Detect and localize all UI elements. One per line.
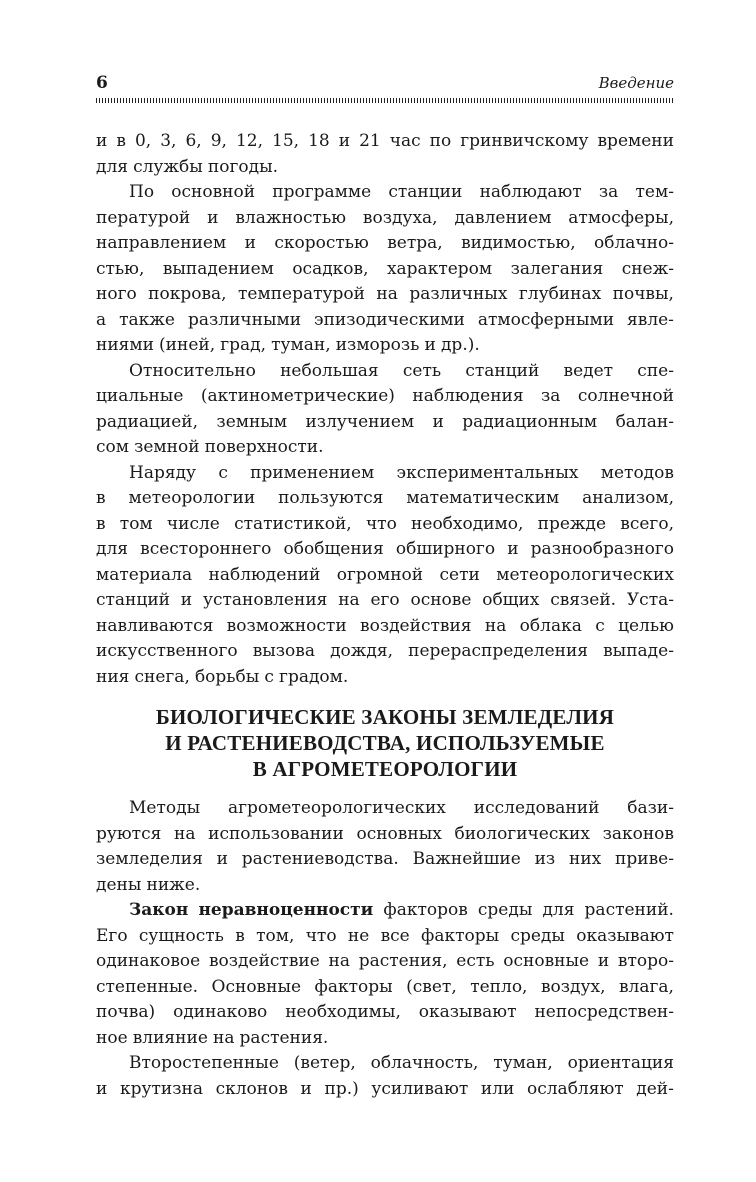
word: том, <box>256 925 295 946</box>
word: для <box>96 156 128 177</box>
word: земледелия <box>96 849 203 869</box>
word: в <box>116 131 126 151</box>
word: второ- <box>617 951 674 971</box>
word: дей- <box>636 1078 674 1099</box>
word: час <box>389 131 421 151</box>
word: атмосферы, <box>568 207 674 228</box>
word: тепло, <box>470 976 528 997</box>
text-line <box>96 822 674 848</box>
word: 6, <box>185 131 202 151</box>
text-line <box>96 384 674 410</box>
word: гринвичскому <box>460 131 589 151</box>
word: связей. <box>550 590 617 610</box>
text-line <box>96 847 674 873</box>
text-line <box>96 333 674 359</box>
word: ное <box>96 1027 128 1048</box>
header-rule <box>96 98 674 103</box>
word: в <box>96 513 106 534</box>
bold-term: неравноценности <box>198 900 374 920</box>
text-line <box>96 975 674 1001</box>
word: что <box>305 925 337 946</box>
word: необходимо, <box>411 513 524 534</box>
word: математическим <box>406 488 560 508</box>
word: глубинах <box>518 284 602 304</box>
bold-term: Закон <box>129 900 189 920</box>
word: с <box>595 615 605 636</box>
word: пользуются <box>278 488 384 508</box>
word: навливаются <box>96 615 214 636</box>
text-line <box>96 206 674 232</box>
word: за <box>541 386 561 406</box>
word: облачно- <box>594 233 674 253</box>
text-line <box>96 1051 674 1077</box>
word: для <box>542 900 575 920</box>
word: методов <box>600 462 674 483</box>
word: и <box>597 951 610 971</box>
word: общих <box>482 590 540 610</box>
word: осадков, <box>292 258 369 279</box>
word: приве- <box>615 849 674 869</box>
word: его <box>370 590 400 610</box>
word: в <box>96 488 106 508</box>
text-line <box>96 924 674 950</box>
word: одинаковое <box>96 951 201 971</box>
word: на <box>376 284 398 304</box>
word: и <box>207 207 219 228</box>
word: снега, <box>134 666 190 687</box>
word: тем- <box>635 182 674 202</box>
text-line <box>96 1077 674 1103</box>
word: усиливают <box>371 1078 469 1099</box>
word: воздействия <box>360 615 472 636</box>
word: станций <box>96 590 170 610</box>
word: видимостью, <box>461 233 576 253</box>
word: основных <box>356 823 442 844</box>
word: метеорологических <box>496 564 674 585</box>
word: на <box>484 615 507 636</box>
word: растений. <box>584 900 674 920</box>
word: Наряду <box>129 462 197 483</box>
word: спе- <box>637 360 674 381</box>
word: использовании <box>208 823 344 844</box>
word: факторы <box>314 976 393 997</box>
word: числе <box>166 513 220 534</box>
word: облака <box>519 615 582 636</box>
text-line <box>96 1000 674 1026</box>
word: балан- <box>615 411 674 432</box>
word: возможности <box>226 615 347 636</box>
word: 12, <box>235 131 263 151</box>
word: растениеводства. <box>241 849 399 869</box>
word: применением <box>250 462 375 483</box>
word: явле- <box>627 309 674 330</box>
text-line <box>96 359 674 385</box>
word: поверхности. <box>204 437 324 457</box>
word: радиацией, <box>96 411 199 432</box>
word: покрова, <box>148 284 227 304</box>
word: снеж- <box>621 258 674 279</box>
text-line <box>96 639 674 665</box>
word: различных <box>409 284 508 304</box>
word: излучением <box>305 411 415 432</box>
text-line <box>96 435 674 461</box>
word: на <box>212 1027 235 1048</box>
word: борьбы <box>194 666 260 687</box>
word: (актинометрические) <box>200 386 395 406</box>
word: станций <box>465 360 540 381</box>
word: облачность, <box>370 1053 479 1073</box>
word: степенные. <box>96 976 199 997</box>
text-line <box>96 282 674 308</box>
word: среды <box>477 900 533 920</box>
text-line <box>96 873 674 899</box>
word: Относительно <box>129 360 256 381</box>
word: Второстепенные <box>129 1053 279 1073</box>
word: растения, <box>358 951 448 971</box>
word: биологических <box>454 823 590 844</box>
word: всего, <box>620 513 674 534</box>
word: или <box>480 1078 515 1099</box>
word: дождя, <box>330 641 394 661</box>
section-title: Введение <box>598 74 674 92</box>
text-line <box>96 1026 674 1052</box>
word: все <box>380 925 410 946</box>
word: на <box>174 823 196 844</box>
word: а <box>96 309 107 330</box>
word: сеть <box>402 360 442 381</box>
word: также <box>119 309 175 330</box>
word: радиационным <box>462 411 598 432</box>
text-line <box>96 796 674 822</box>
word: что <box>365 513 397 534</box>
word: метеорологии <box>128 488 256 508</box>
word: и <box>244 233 256 253</box>
word: ного <box>96 284 137 304</box>
word: 0, <box>134 131 152 151</box>
word: вызова <box>252 641 316 661</box>
word: основе <box>410 590 472 610</box>
text-line <box>96 155 674 181</box>
word: стью, <box>96 258 145 279</box>
word: есть <box>456 951 495 971</box>
word: непосредствен- <box>534 1002 674 1022</box>
word: выпадением <box>162 258 274 279</box>
text-line <box>96 257 674 283</box>
word: том <box>119 513 153 534</box>
word: необходимы, <box>285 1002 401 1022</box>
word: наблюдают <box>479 182 582 202</box>
word: сущность <box>138 925 224 946</box>
word: сети <box>439 564 480 585</box>
text-line <box>96 461 674 487</box>
word: с <box>264 666 274 687</box>
word: др.). <box>440 335 480 355</box>
word: основной <box>171 182 256 202</box>
word: наблюдений <box>208 564 321 585</box>
word: бази- <box>627 798 674 818</box>
word: прежде <box>537 513 607 534</box>
word: и <box>96 1078 108 1099</box>
word: земной <box>134 437 200 457</box>
word: температурой <box>238 284 365 304</box>
word: и <box>507 539 519 559</box>
word: статистикой, <box>234 513 352 534</box>
word: законов <box>602 823 674 844</box>
word: туман, <box>271 335 331 355</box>
word: руются <box>96 823 162 844</box>
text-line <box>96 614 674 640</box>
word: разнообразного <box>530 539 674 559</box>
word: одинаково <box>173 1002 268 1022</box>
word: по <box>429 131 452 151</box>
word: всестороннего <box>140 539 272 559</box>
word: ветра, <box>387 233 443 253</box>
word: эпизодическими <box>314 309 465 330</box>
word: них <box>568 849 602 869</box>
word: ниями <box>96 335 154 355</box>
word: факторов <box>383 900 468 920</box>
text-line <box>96 231 674 257</box>
heading-line: БИОЛОГИЧЕСКИЕ ЗАКОНЫ ЗЕМЛЕДЕЛИЯ <box>155 705 615 729</box>
word: ориентация <box>567 1053 674 1073</box>
text-line <box>96 512 674 538</box>
word: в <box>235 925 245 946</box>
word: станции <box>388 182 463 202</box>
word: и <box>432 411 444 432</box>
word: экспериментальных <box>396 462 579 483</box>
word: оказывают <box>418 1002 517 1022</box>
word: характером <box>386 258 493 279</box>
word: почва) <box>96 1002 156 1022</box>
word: пр.) <box>324 1078 359 1099</box>
running-header <box>96 72 674 94</box>
word: оказывают <box>576 925 674 946</box>
heading-line: В АГРОМЕТЕОРОЛОГИИ <box>252 757 518 781</box>
word: Важнейшие <box>412 849 521 869</box>
word: ниже. <box>146 874 201 895</box>
word: По <box>129 182 155 202</box>
word: целью <box>618 615 674 636</box>
word: влажностью <box>235 207 347 228</box>
book-page <box>96 72 674 1102</box>
section-heading <box>96 704 674 782</box>
word: из <box>534 849 556 869</box>
word: среды <box>510 925 565 946</box>
word: факторы <box>421 925 500 946</box>
word: скоростью <box>274 233 369 253</box>
body-text <box>96 129 674 1102</box>
text-line <box>96 898 674 924</box>
word: за <box>598 182 619 202</box>
word: 9, <box>210 131 227 151</box>
word: давлением <box>454 207 552 228</box>
word: для <box>96 539 128 559</box>
word: и <box>424 335 436 355</box>
word: наблюдения <box>412 386 524 406</box>
text-line <box>96 665 674 691</box>
word: воздух, <box>540 976 606 997</box>
word: времени <box>597 131 674 151</box>
word: погоды. <box>207 156 279 177</box>
word: дены <box>96 874 142 895</box>
word: и <box>180 590 193 610</box>
word: Его <box>96 925 128 946</box>
word: Основные <box>211 976 302 997</box>
word: влага, <box>618 976 674 997</box>
word: град, <box>220 335 267 355</box>
text-line <box>96 410 674 436</box>
word: обширного <box>395 539 496 559</box>
word: службы <box>133 156 203 177</box>
word: исследований <box>473 798 600 818</box>
text-line <box>96 537 674 563</box>
word: направлением <box>96 233 227 253</box>
word: почвы, <box>612 284 674 304</box>
word: туман, <box>493 1053 553 1073</box>
text-line <box>96 949 674 975</box>
word: воздействие <box>208 951 320 971</box>
text-line <box>96 486 674 512</box>
word: и <box>300 1078 312 1099</box>
heading-line: И РАСТЕНИЕВОДСТВА, ИСПОЛЬЗУЕМЫЕ <box>165 731 605 755</box>
word: перераспределения <box>408 641 589 661</box>
word: с <box>218 462 228 483</box>
word: ведет <box>563 360 614 381</box>
word: и <box>216 849 228 869</box>
word: не <box>347 925 370 946</box>
word: обобщения <box>283 539 384 559</box>
word: градом. <box>279 666 349 687</box>
word: земным <box>216 411 288 432</box>
word: воздуха, <box>362 207 438 228</box>
text-line <box>96 588 674 614</box>
word: 3, <box>160 131 177 151</box>
word: склонов <box>215 1078 288 1099</box>
word: материала <box>96 564 193 585</box>
text-line <box>96 563 674 589</box>
word: изморозь <box>335 335 420 355</box>
word: программе <box>272 182 372 202</box>
page-number: 6 <box>96 73 108 93</box>
word: 15, <box>272 131 300 151</box>
word: сом <box>96 437 129 457</box>
word: атмосферными <box>477 309 615 330</box>
word: различными <box>187 309 302 330</box>
text-line <box>96 308 674 334</box>
word: на <box>338 590 360 610</box>
word: 18 <box>308 131 330 151</box>
word: и <box>338 131 351 151</box>
word: ослабляют <box>527 1078 624 1099</box>
word: циальные <box>96 386 184 406</box>
word: ния <box>96 666 130 687</box>
word: (свет, <box>406 976 457 997</box>
word: 21 <box>359 131 381 151</box>
word: крутизна <box>119 1078 203 1099</box>
word: агрометеорологических <box>227 798 446 818</box>
word: установления <box>202 590 328 610</box>
word: основные <box>503 951 590 971</box>
word: огромной <box>336 564 424 585</box>
word: влияние <box>132 1027 208 1048</box>
word: (ветер, <box>293 1053 356 1073</box>
text-line <box>96 180 674 206</box>
word: на <box>328 951 350 971</box>
word: искусственного <box>96 641 238 661</box>
word: Уста- <box>626 590 674 610</box>
word: пературой <box>96 207 191 228</box>
text-line <box>96 129 674 155</box>
word: анализом, <box>582 488 674 508</box>
word: растения. <box>239 1027 329 1048</box>
word: солнечной <box>577 386 674 406</box>
word: залегания <box>510 258 604 279</box>
word: небольшая <box>280 360 379 381</box>
word: и <box>96 131 108 151</box>
word: Методы <box>129 798 201 818</box>
word: выпаде- <box>603 641 674 661</box>
word: (иней, <box>159 335 216 355</box>
